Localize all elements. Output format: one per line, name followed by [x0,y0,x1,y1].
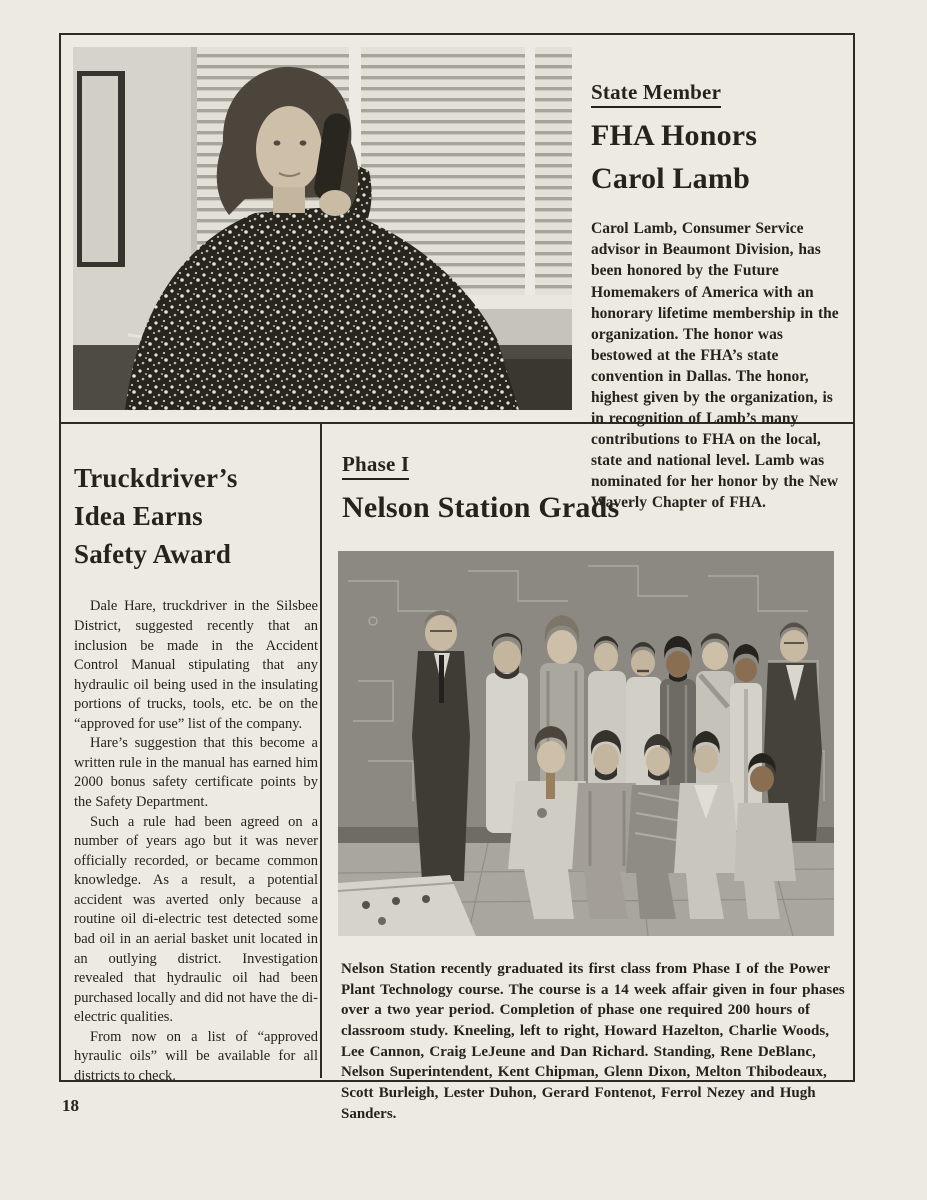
neck [273,187,305,213]
picture-frame [77,71,125,267]
fha-kicker: State Member [591,80,721,108]
truckdriver-article [74,460,318,1086]
truckdriver-body [74,597,318,1086]
truckdriver-headline-line2: Idea Earns [74,500,203,531]
nelson-headline: Nelson Station Grads [342,491,620,525]
truckdriver-headline [74,460,318,573]
nelson-article-header [342,452,852,530]
hand [319,190,351,216]
nelson-photo-caption: Nelson Station recently graduated its first class from Phase I of the Power Plant Technology course. The course is a 14 week affair given in four phases over a two year period. Completion of phase one required 200 hours of classroom study. Kneeling, left to right, Howard Hazelton, Charlie Woods, Lee Cannon, Craig LeJeune and Dan Richard. Standing, Rene DeBlanc, Nelson Superintendent, Kent Chipman, Glenn Dixon, Melton Thibodeaux, Scott Burleigh, Lester Duhon, Gerard Fontenot, Ferrol Nezey and Hugh Sanders. [341,961,845,1122]
eye-right [300,140,307,145]
person-standing [412,611,470,882]
page-number: 18 [62,1096,79,1115]
truckdriver-paragraph: Dale Hare, truckdriver in the Silsbee District, suggested recently that an inclusion be made in the Accident Control Manual stipulating that any hydraulic oil being used in the insulating portions of trucks, tools, etc. be on the “approved for use” list of the company. [74,598,318,732]
fha-headline [591,115,848,200]
fha-article [591,80,848,513]
truckdriver-paragraph: Hare’s suggestion that this become a written rule in the manual has earned him 2000 bonus safety certificate points by the Safety Department. [74,735,318,811]
eye-left [274,140,281,145]
fha-headline-line2: Carol Lamb [591,161,750,195]
vertical-divider [320,424,322,1078]
nelson-grads-photo [338,551,834,936]
truckdriver-headline-line1: Truckdriver’s [74,463,238,493]
nelson-grads-photo-art [338,551,834,936]
truckdriver-paragraph: From now on a list of “approved hyraulic oils” will be available for all districts to check. [74,1028,318,1084]
fha-headline-line1: FHA Honors [591,119,758,153]
nelson-kicker: Phase I [342,452,409,480]
face [256,106,322,192]
truckdriver-headline-line3: Safety Award [74,538,232,569]
carol-lamb-photo [73,47,572,410]
truckdriver-paragraph: Such a rule had been agreed on a number of years ago but it was never officially recorded, or became common knowledge. As a result, a potential accident was averted only because a routine oil di-electric test detected some bad oil in an aerial basket unit located in an outlying district. Investigation revealed that hydraulic oil had been purchased locally and did not have the di-electric qualities. [74,813,318,1026]
fha-body-text: Carol Lamb, Consumer Service advisor in Beaumont Division, has been honored by the Future Homemakers of America with an honorary lifetime membership in the organization. The honor was bestowed at the FHA’s state convention in Dallas. The honor, highest given by the organization, is in recognition of Lamb’s many contributions to FHA on the local, state and national level. Lamb was nominated for her honor by the New Waverly Chapter of FHA. [591,220,839,512]
carol-lamb-photo-art [73,47,572,410]
